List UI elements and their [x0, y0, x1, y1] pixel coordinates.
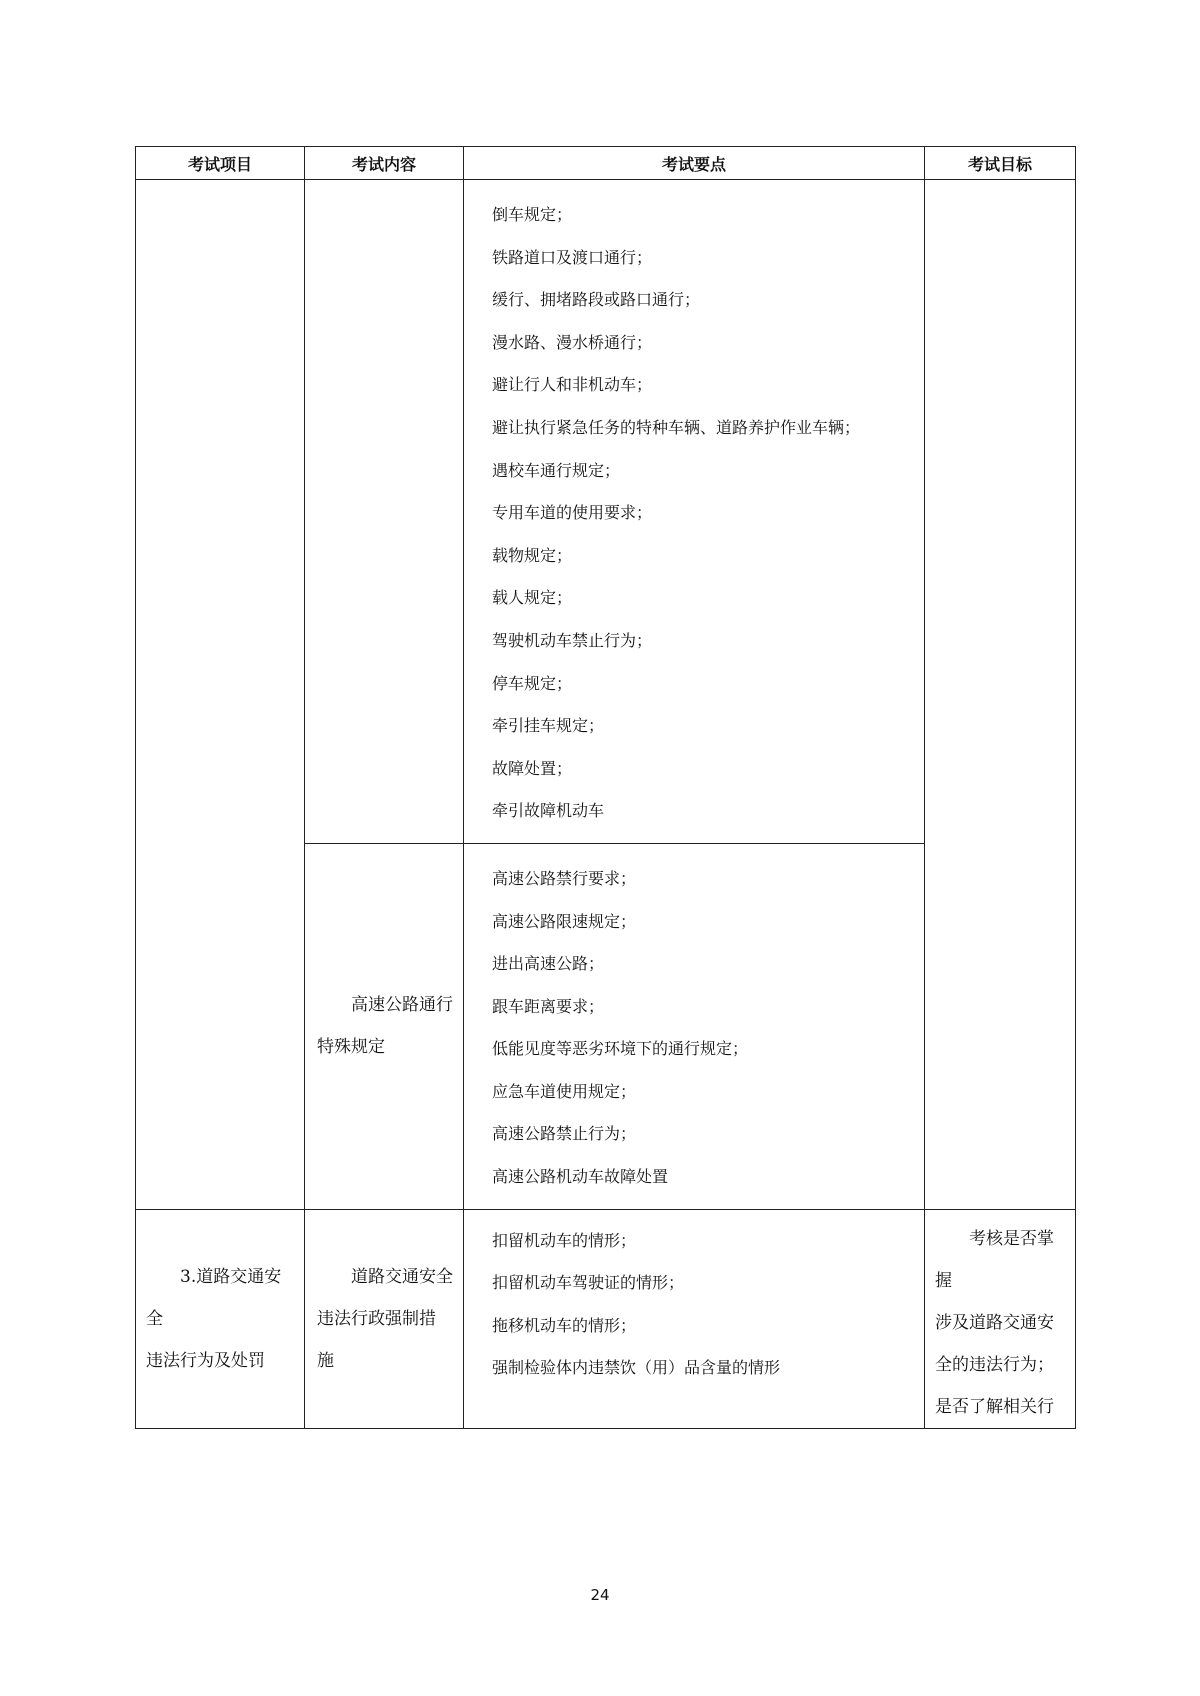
list-item: 低能见度等恶劣环境下的通行规定； [492, 1039, 749, 1059]
target-text: 是否了解相关行 [935, 1396, 1054, 1417]
list-item: 强制检验体内违禁饮（用）品含量的情形 [492, 1358, 781, 1378]
header-points: 考试要点 [464, 147, 925, 180]
project-text: 违法行为及处罚 [146, 1350, 265, 1371]
list-item: 牵引挂车规定； [492, 716, 605, 736]
content-text: 道路交通安全 [351, 1266, 453, 1287]
content-text: 高速公路通行 [351, 995, 453, 1016]
header-project: 考试项目 [136, 147, 305, 180]
list-item: 漫水路、漫水桥通行； [492, 332, 653, 352]
target-cell-empty [925, 180, 1076, 1210]
table-row [136, 1209, 1076, 1428]
list-item: 载人规定； [492, 588, 573, 608]
list-item: 避让执行紧急任务的特种车辆、道路养护作业车辆； [492, 417, 861, 437]
points-cell [464, 1209, 925, 1428]
project-cell [136, 1209, 305, 1428]
target-text: 涉及道路交通安 [935, 1312, 1054, 1333]
target-text: 考核是否掌握 [935, 1228, 1054, 1291]
project-cell-empty [136, 180, 305, 1210]
list-item: 载物规定； [492, 545, 573, 565]
list-item: 扣留机动车的情形； [492, 1230, 637, 1250]
list-item: 扣留机动车驾驶证的情形； [492, 1273, 685, 1293]
table-row [136, 180, 1076, 844]
points-cell [464, 843, 925, 1209]
list-item: 缓行、拥堵路段或路口通行； [492, 290, 701, 310]
list-item: 高速公路禁止行为； [492, 1124, 637, 1144]
list-item: 高速公路限速规定； [492, 911, 637, 931]
list-item: 铁路道口及渡口通行； [492, 247, 653, 267]
header-row [136, 147, 1076, 180]
points-list [464, 180, 924, 843]
list-item: 高速公路机动车故障处置 [492, 1167, 669, 1187]
list-item: 故障处置； [492, 758, 573, 778]
project-text: 3.道路交通安全 [146, 1266, 282, 1329]
list-item: 驾驶机动车禁止行为； [492, 630, 653, 650]
content-text: 施 [317, 1350, 334, 1371]
points-list [464, 1210, 924, 1396]
header-content: 考试内容 [305, 147, 464, 180]
target-cell [925, 1209, 1076, 1428]
points-list [464, 844, 924, 1209]
list-item: 停车规定； [492, 673, 573, 693]
target-text: 全的违法行为； [935, 1354, 1054, 1375]
list-item: 高速公路禁行要求； [492, 868, 637, 888]
content-text: 违法行政强制措 [317, 1308, 436, 1329]
exam-table [135, 146, 1076, 1429]
content-cell-empty [305, 180, 464, 844]
list-item: 拖移机动车的情形； [492, 1315, 637, 1335]
content-text: 特殊规定 [317, 1037, 385, 1058]
content-cell [305, 843, 464, 1209]
list-item: 专用车道的使用要求； [492, 503, 653, 523]
list-item: 遇校车通行规定； [492, 460, 621, 480]
points-cell [464, 180, 925, 844]
list-item: 跟车距离要求； [492, 996, 605, 1016]
page-number: 24 [590, 1586, 610, 1604]
header-target: 考试目标 [925, 147, 1076, 180]
list-item: 避让行人和非机动车； [492, 375, 653, 395]
content-cell [305, 1209, 464, 1428]
list-item: 牵引故障机动车 [492, 801, 605, 821]
list-item: 进出高速公路； [492, 954, 605, 974]
list-item: 应急车道使用规定； [492, 1081, 637, 1101]
list-item: 倒车规定； [492, 205, 573, 224]
